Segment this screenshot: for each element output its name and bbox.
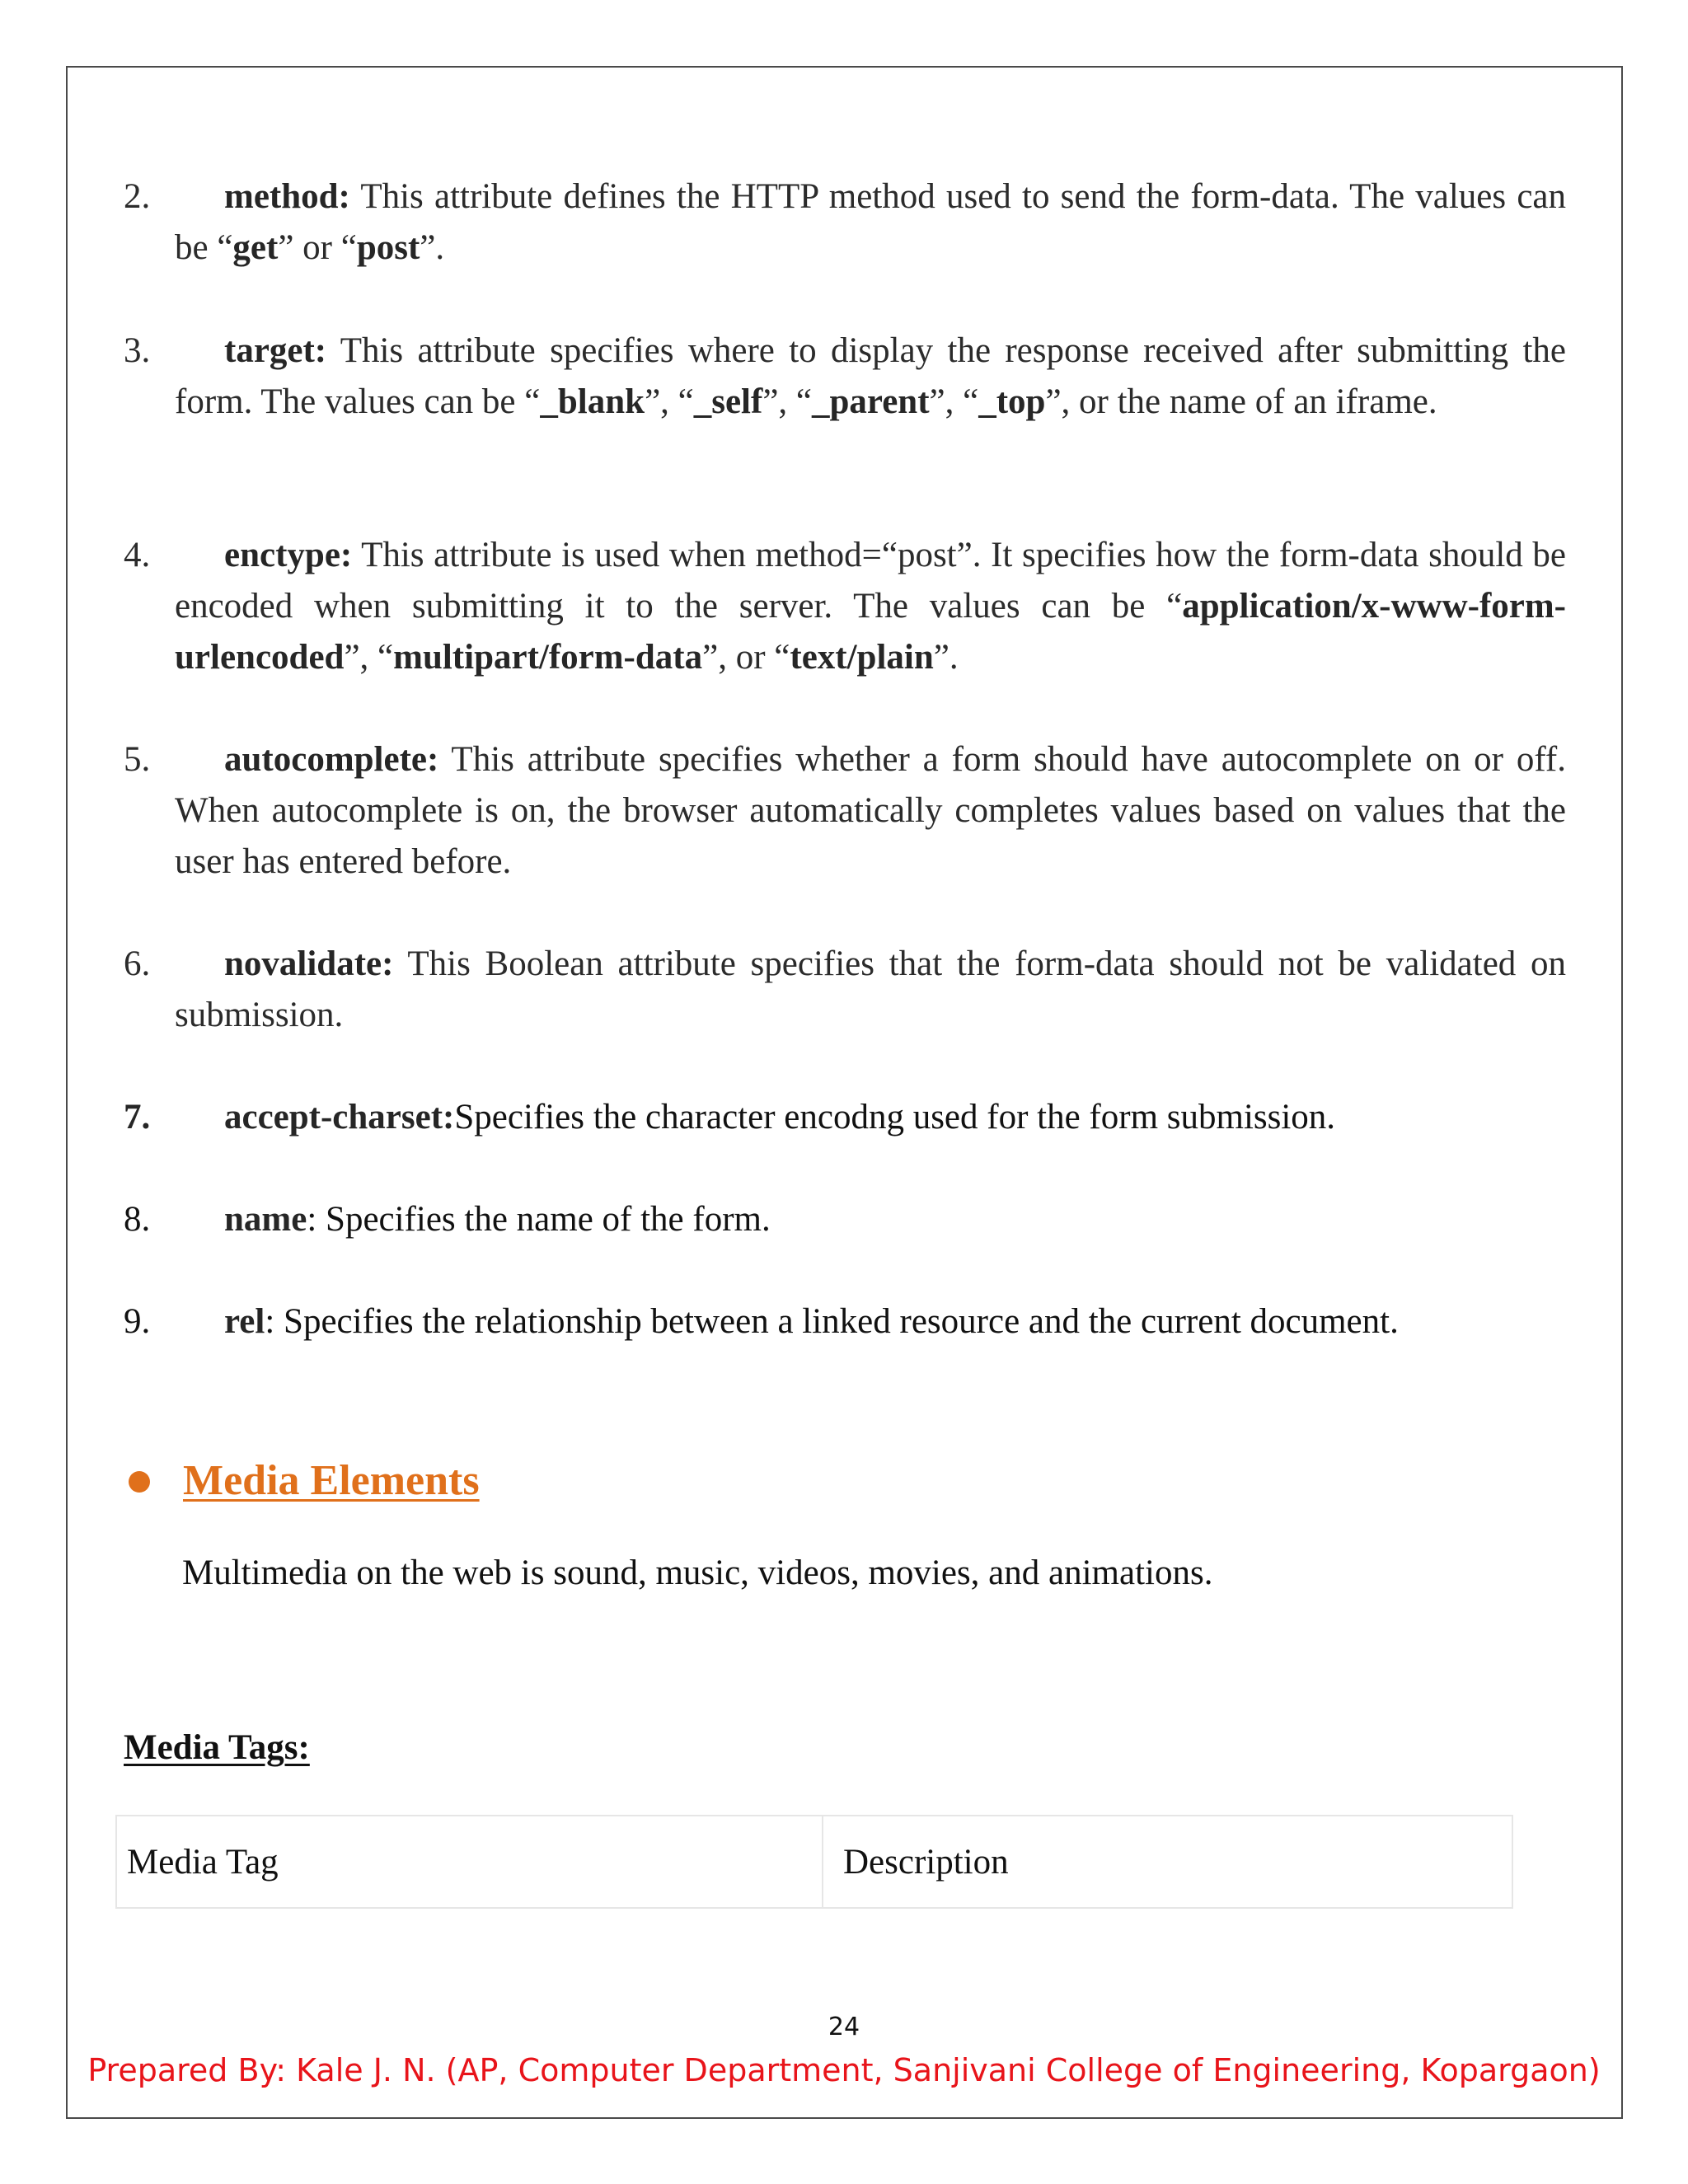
item-term: autocomplete: <box>224 740 439 779</box>
list-item-novalidate <box>124 939 1566 1041</box>
item-body: name: Specifies the name of the form. <box>224 1200 771 1239</box>
section-heading-text: Media Elements <box>183 1457 480 1504</box>
table-header-cell: Media Tag <box>116 1816 823 1908</box>
list-item-method <box>124 171 1566 274</box>
item-term: accept-charset: <box>224 1098 455 1137</box>
item-term: name <box>224 1200 307 1239</box>
item-body: target: This attribute specifies where to display the response received after submitting the form. The values can be “_blank”, “_self”, “_parent”, “_top”, or the name of an iframe. <box>175 331 1566 421</box>
item-term: target: <box>224 331 327 370</box>
item-number: 7. <box>124 1098 151 1137</box>
item-number: 5. <box>124 740 151 779</box>
item-body: enctype: This attribute is used when method=“post”. It specifies how the form-data should be encoded when submitting it to the server. The values can be “application/x-www-form-urlencoded”, “multipart/form-data”, or “text/plain”. <box>175 536 1566 677</box>
list-item-name <box>124 1194 1566 1245</box>
subheading: Media Tags: <box>124 1728 310 1767</box>
item-term: rel <box>224 1302 265 1341</box>
section-paragraph: Multimedia on the web is sound, music, videos, movies, and animations. <box>182 1554 1213 1592</box>
item-body: method: This attribute defines the HTTP method used to send the form-data. The values can be “get” or “post”. <box>175 177 1566 267</box>
page-number: 24 <box>828 2013 860 2041</box>
bullet-icon <box>129 1471 150 1493</box>
item-body: autocomplete: This attribute specifies whether a form should have autocomplete on or off. When autocomplete is on, the browser automatically completes values based on values that the user has entered before. <box>175 740 1566 881</box>
item-number: 2. <box>124 177 151 216</box>
item-number: 6. <box>124 944 151 983</box>
list-item-accept-charset <box>124 1092 1566 1143</box>
footer: Prepared By: Kale J. N. (AP, Computer Department, Sanjivani College of Engineering, Kopargaon) <box>87 2052 1601 2088</box>
item-number: 9. <box>124 1302 151 1341</box>
list-item-rel <box>124 1296 1566 1347</box>
list-item-enctype <box>124 530 1566 683</box>
item-number: 3. <box>124 331 151 370</box>
item-body: novalidate: This Boolean attribute specifies that the form-data should not be validated on submission. <box>175 944 1566 1034</box>
table-header-cell: Description <box>823 1816 1512 1908</box>
item-number: 8. <box>124 1200 151 1239</box>
list-item-autocomplete <box>124 734 1566 888</box>
item-body: accept-charset:Specifies the character encodng used for the form submission. <box>224 1098 1336 1137</box>
item-term: method: <box>224 177 350 216</box>
media-tags-table <box>115 1815 1513 1909</box>
list-item-target <box>124 326 1566 428</box>
item-body: rel: Specifies the relationship between a linked resource and the current document. <box>224 1302 1399 1341</box>
table-row <box>116 1816 1512 1908</box>
item-term: enctype: <box>224 536 353 574</box>
item-number: 4. <box>124 536 151 574</box>
item-term: novalidate: <box>224 944 394 983</box>
